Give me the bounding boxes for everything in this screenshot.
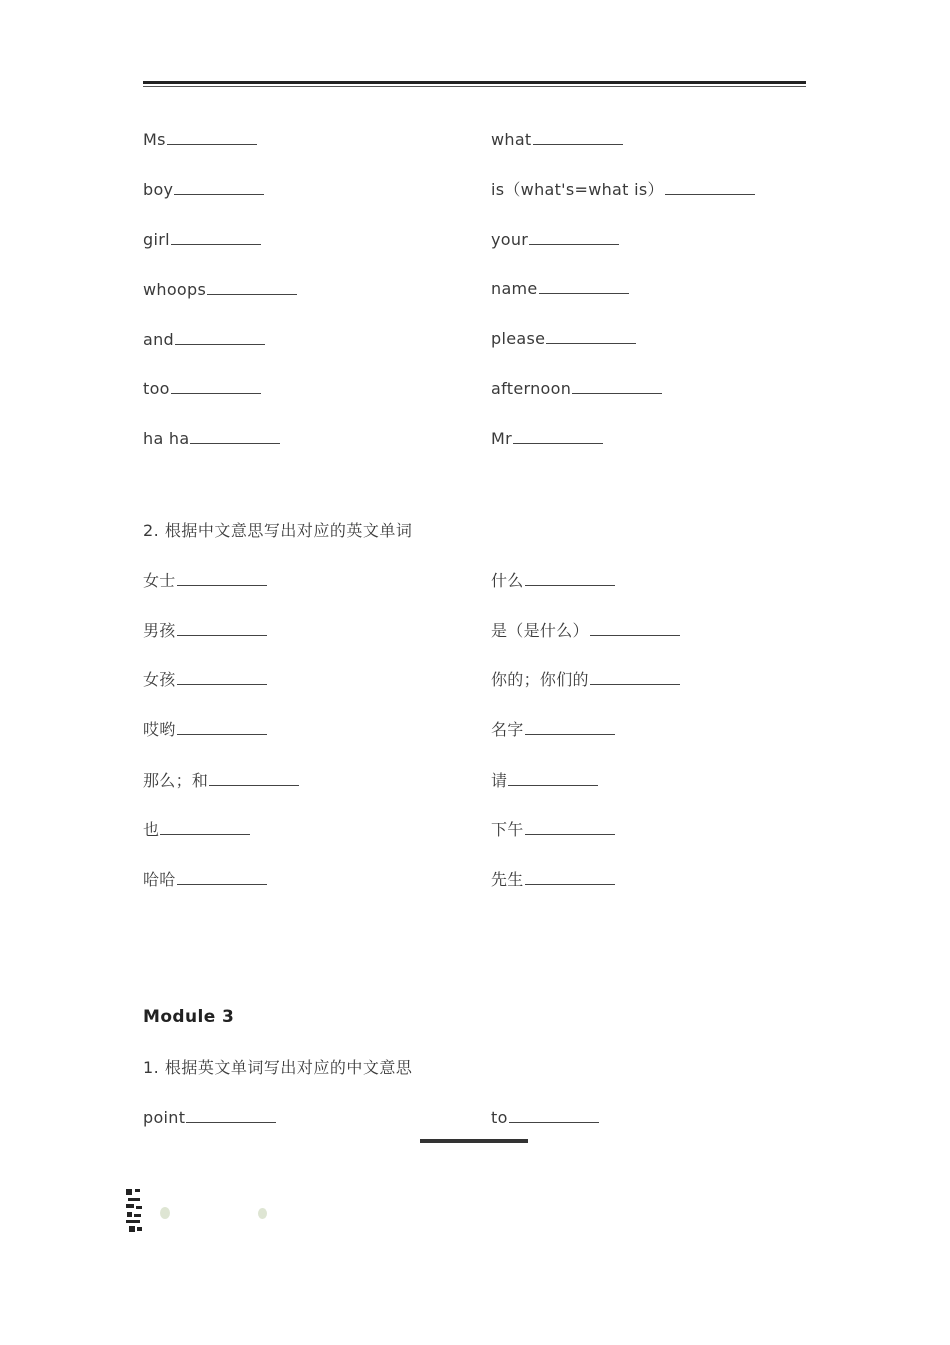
word-label: whoops xyxy=(143,280,207,299)
answer-blank[interactable] xyxy=(539,279,629,294)
word-label: and xyxy=(143,330,175,349)
word-item xyxy=(491,670,680,690)
word-label: is（what's=what is） xyxy=(491,180,664,199)
section-heading: 1. 根据英文单词写出对应的中文意思 xyxy=(143,1058,413,1077)
word-item xyxy=(143,130,257,150)
answer-blank[interactable] xyxy=(665,180,755,195)
word-item xyxy=(143,330,265,350)
answer-blank[interactable] xyxy=(509,1108,599,1123)
word-label: to xyxy=(491,1108,508,1127)
word-label: 哈哈 xyxy=(143,870,176,889)
answer-blank[interactable] xyxy=(186,1108,276,1123)
word-item xyxy=(143,771,299,791)
answer-blank[interactable] xyxy=(590,670,680,685)
word-item xyxy=(491,230,619,250)
word-item xyxy=(491,771,598,791)
word-item xyxy=(143,429,280,449)
answer-blank[interactable] xyxy=(177,670,267,685)
answer-blank[interactable] xyxy=(590,621,680,636)
footer-bar xyxy=(420,1139,528,1143)
answer-blank[interactable] xyxy=(572,379,662,394)
answer-blank[interactable] xyxy=(533,130,623,145)
answer-blank[interactable] xyxy=(209,771,299,786)
word-item xyxy=(491,571,615,591)
leaf-decoration xyxy=(258,1208,267,1219)
word-label: ha ha xyxy=(143,429,190,448)
word-label: what xyxy=(491,130,532,149)
answer-blank[interactable] xyxy=(207,280,297,295)
answer-blank[interactable] xyxy=(177,571,267,586)
word-label: Ms xyxy=(143,130,166,149)
word-label: 女孩 xyxy=(143,670,176,689)
answer-blank[interactable] xyxy=(174,180,264,195)
answer-blank[interactable] xyxy=(546,329,636,344)
word-label: too xyxy=(143,379,170,398)
answer-blank[interactable] xyxy=(160,820,250,835)
word-label: 那么；和 xyxy=(143,771,209,790)
word-label: 名字 xyxy=(491,720,524,739)
word-label: 请 xyxy=(491,771,508,790)
word-label: 你的；你们的 xyxy=(491,670,589,689)
word-item xyxy=(143,670,267,690)
word-item xyxy=(491,621,680,641)
answer-blank[interactable] xyxy=(171,379,261,394)
word-item xyxy=(143,720,267,740)
word-item xyxy=(491,379,662,399)
word-item xyxy=(143,379,261,399)
answer-blank[interactable] xyxy=(175,330,265,345)
answer-blank[interactable] xyxy=(525,820,615,835)
word-label: please xyxy=(491,329,546,348)
word-label: your xyxy=(491,230,529,249)
answer-blank[interactable] xyxy=(167,130,257,145)
word-label: name xyxy=(491,279,538,298)
section-heading: 2. 根据中文意思写出对应的英文单词 xyxy=(143,521,413,540)
answer-blank[interactable] xyxy=(177,720,267,735)
word-label: afternoon xyxy=(491,379,572,398)
word-item xyxy=(143,870,267,890)
word-item xyxy=(143,280,297,300)
answer-blank[interactable] xyxy=(513,429,603,444)
word-label: 是（是什么） xyxy=(491,621,589,640)
answer-blank[interactable] xyxy=(177,870,267,885)
word-item xyxy=(143,820,250,840)
word-item xyxy=(491,329,636,349)
word-item xyxy=(143,180,264,200)
word-item xyxy=(143,621,267,641)
word-item xyxy=(491,720,615,740)
word-label: 女士 xyxy=(143,571,176,590)
answer-blank[interactable] xyxy=(508,771,598,786)
word-item xyxy=(491,180,755,200)
word-label: 男孩 xyxy=(143,621,176,640)
answer-blank[interactable] xyxy=(171,230,261,245)
module-title: Module 3 xyxy=(143,1007,235,1027)
word-item xyxy=(491,1108,599,1128)
word-label: girl xyxy=(143,230,170,249)
answer-blank[interactable] xyxy=(190,429,280,444)
word-label: 哎哟 xyxy=(143,720,176,739)
word-item xyxy=(143,1108,276,1128)
word-item xyxy=(491,870,615,890)
word-item xyxy=(491,820,615,840)
answer-blank[interactable] xyxy=(177,621,267,636)
word-item xyxy=(143,230,261,250)
word-item xyxy=(491,279,629,299)
answer-blank[interactable] xyxy=(525,720,615,735)
word-label: 先生 xyxy=(491,870,524,889)
word-item xyxy=(491,429,603,449)
qr-code-icon xyxy=(126,1189,143,1233)
word-item xyxy=(143,571,267,591)
answer-blank[interactable] xyxy=(529,230,619,245)
answer-blank[interactable] xyxy=(525,571,615,586)
header-rule-thick xyxy=(143,81,806,84)
answer-blank[interactable] xyxy=(525,870,615,885)
word-label: point xyxy=(143,1108,186,1127)
word-label: boy xyxy=(143,180,174,199)
word-label: 下午 xyxy=(491,820,524,839)
word-label: Mr xyxy=(491,429,512,448)
word-label: 什么 xyxy=(491,571,524,590)
leaf-decoration xyxy=(160,1207,170,1219)
word-label: 也 xyxy=(143,820,160,839)
header-rule-thin xyxy=(143,86,806,87)
word-item xyxy=(491,130,623,150)
